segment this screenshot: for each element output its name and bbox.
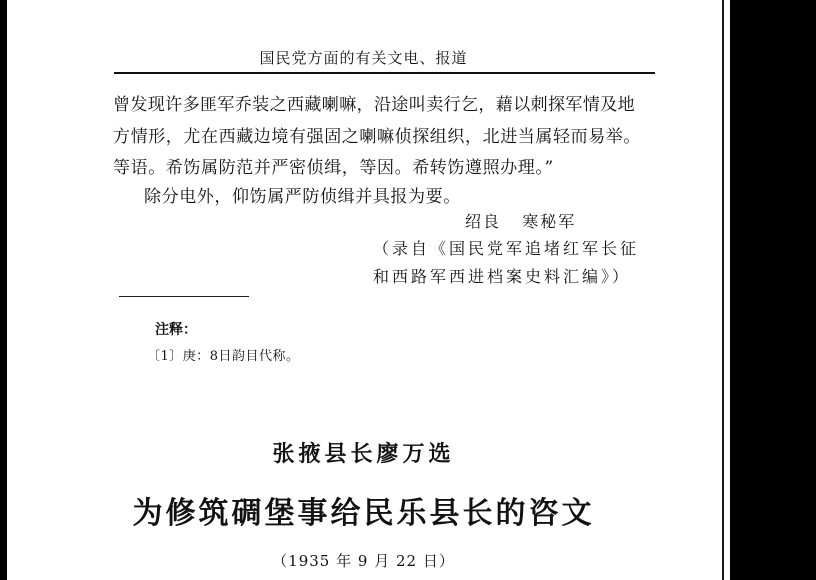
page-edge-line <box>722 0 724 580</box>
document-title: 为修筑碉堡事给民乐县长的咨文 <box>132 496 595 531</box>
document-author-heading: 张掖县长廖万选 <box>272 442 455 467</box>
document-page <box>7 0 720 580</box>
source-citation-line-2: 和西路军西进档案史料汇编》） <box>373 267 632 286</box>
source-citation-line-1: （录自《国民党军追堵红军长征 <box>373 239 640 258</box>
body-line-2: 方情形，尤在西藏边境有强固之喇嘛侦探组织，北进当属轻而易举。 <box>113 127 641 147</box>
signature: 绍良 寒秘军 <box>465 212 577 231</box>
footnote-divider <box>119 296 249 297</box>
header-divider <box>114 72 655 74</box>
body-line-4: 除分电外，仰饬属严防侦缉并具报为要。 <box>144 187 461 207</box>
body-line-3: 等语。希饬属防范并严密侦缉，等因。希转饬遵照办理。” <box>113 158 554 178</box>
document-date: （1935 年 9 月 22 日） <box>272 552 455 570</box>
running-header: 国民党方面的有关文电、报道 <box>259 49 468 67</box>
left-scan-border <box>0 0 7 580</box>
footnote-item: 〔1〕庚：8日韵目代称。 <box>147 349 300 364</box>
body-line-1: 曾发现许多匪军乔装之西藏喇嘛，沿途叫卖行乞，藉以刺探军情及地 <box>113 95 635 115</box>
notes-heading: 注释： <box>155 322 197 338</box>
